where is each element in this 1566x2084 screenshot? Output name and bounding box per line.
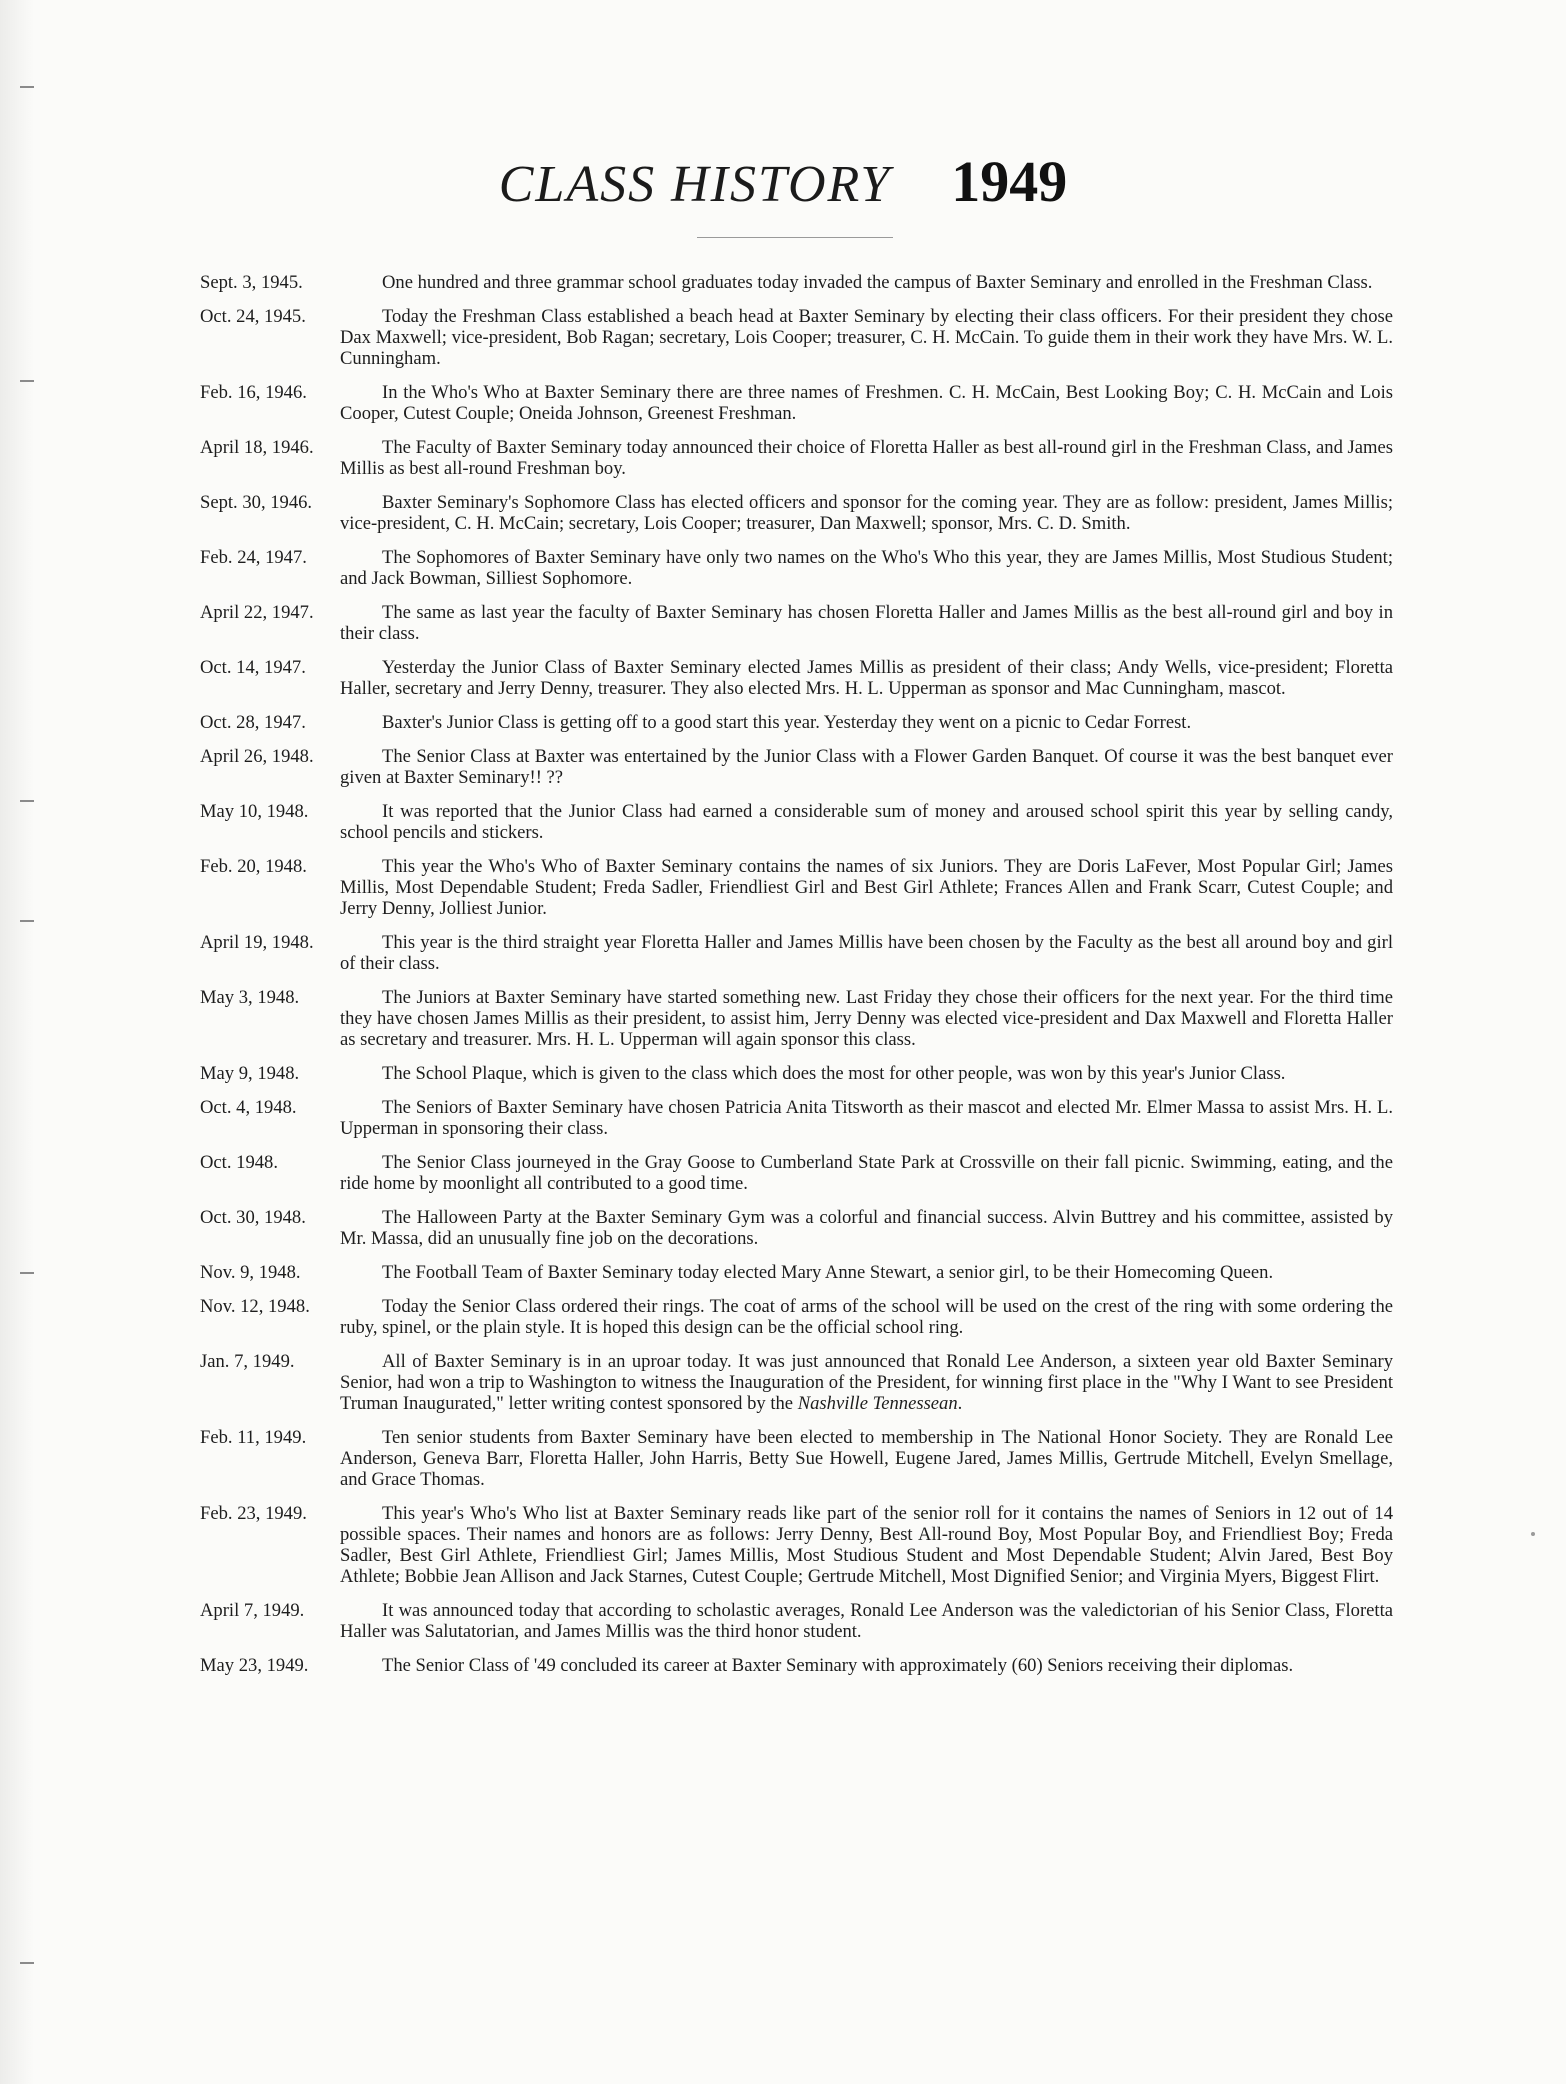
entry-text: The Halloween Party at the Baxter Seminary Gym was a colorful and financial success. Alvin Buttrey and his committee, assisted by Mr. Massa, did an unusually fine job on the decorations.	[340, 1207, 1393, 1249]
entry-date: April 19, 1948.	[200, 932, 314, 953]
entry-text: Yesterday the Junior Class of Baxter Seminary elected James Millis as president of their class; Andy Wells, vice-president; Floretta Haller, secretary and Jerry Denny, treasurer. They also elected Mrs. H. L. Upperman as sponsor and Mac Cunningham, mascot.	[340, 657, 1393, 699]
entry-text: The Seniors of Baxter Seminary have chosen Patricia Anita Titsworth as their mascot and elected Mr. Elmer Massa to assist Mrs. H. L. Upperman in sponsoring their class.	[340, 1097, 1393, 1139]
history-entry	[200, 1296, 1393, 1338]
entry-text: It was reported that the Junior Class had earned a considerable sum of money and aroused school spirit this year by selling candy, school pencils and stickers.	[340, 801, 1393, 843]
title-divider	[697, 237, 893, 238]
history-entry	[200, 272, 1393, 293]
newspaper-name: Nashville Tennessean	[797, 1393, 958, 1414]
entry-text-tail: .	[957, 1393, 963, 1414]
page-title: CLASS HISTORY	[498, 156, 892, 213]
history-entry	[200, 1351, 1393, 1414]
entry-text: All of Baxter Seminary is in an uproar today. It was just announced that Ronald Lee Anderson, a sixteen year old Baxter Seminary Senior, had won a trip to Washington to witness the Inauguration of the President, for winning first place in the "Why I Want to see President Truman Inaugurated," letter writing contest sponsored by the	[340, 1351, 1393, 1414]
binding-mark	[20, 920, 34, 922]
binding-mark	[20, 800, 34, 802]
entry-date: May 9, 1948.	[200, 1063, 300, 1084]
entry-text: Baxter's Junior Class is getting off to a good start this year. Yesterday they went on a picnic to Cedar Forrest.	[382, 712, 1192, 733]
entry-date: April 7, 1949.	[200, 1600, 305, 1621]
binding-mark	[20, 86, 34, 88]
history-entry	[200, 746, 1393, 788]
history-entry	[200, 547, 1393, 589]
entry-date: Oct. 30, 1948.	[200, 1207, 306, 1228]
history-entry	[200, 1063, 1393, 1084]
entry-date: Oct. 1948.	[200, 1152, 278, 1173]
entry-text: In the Who's Who at Baxter Seminary there are three names of Freshmen. C. H. McCain, Best Looking Boy; C. H. McCain and Lois Cooper, Cutest Couple; Oneida Johnson, Greenest Freshman.	[340, 382, 1393, 424]
entry-text: It was announced today that according to scholastic averages, Ronald Lee Anderson was the valedictorian of his Senior Class, Floretta Haller was Salutatorian, and James Millis was the third honor student.	[340, 1600, 1393, 1642]
entry-text: The Senior Class at Baxter was entertained by the Junior Class with a Flower Garden Banquet. Of course it was the best banquet ever given at Baxter Seminary!! ??	[340, 746, 1393, 788]
entry-date: Feb. 11, 1949.	[200, 1427, 307, 1448]
entry-date: Jan. 7, 1949.	[200, 1351, 295, 1372]
history-entry	[200, 602, 1393, 644]
entry-text: This year the Who's Who of Baxter Seminary contains the names of six Juniors. They are Doris LaFever, Most Popular Girl; James Millis, Most Dependable Student; Freda Sadler, Friendliest Girl and Best Girl Athlete; Frances Allen and Frank Scarr, Cutest Couple; and Jerry Denny, Jolliest Junior.	[340, 856, 1393, 919]
binding-mark	[20, 1962, 34, 1964]
entry-date: April 22, 1947.	[200, 602, 314, 623]
entry-text: Today the Freshman Class established a beach head at Baxter Seminary by electing their class officers. For their president they chose Dax Maxwell; vice-president, Bob Ragan; secretary, Lois Cooper; treasurer, C. H. McCain. To guide them in their work they have Mrs. W. L. Cunningham.	[340, 306, 1393, 369]
entry-date: Nov. 12, 1948.	[200, 1296, 310, 1317]
entry-text: The Football Team of Baxter Seminary today elected Mary Anne Stewart, a senior girl, to be their Homecoming Queen.	[382, 1262, 1274, 1283]
entry-date: Oct. 4, 1948.	[200, 1097, 297, 1118]
page-speck	[1531, 1532, 1535, 1536]
history-entry	[200, 932, 1393, 974]
entry-date: Oct. 24, 1945.	[200, 306, 306, 327]
entry-text: This year is the third straight year Floretta Haller and James Millis have been chosen by the Faculty as the best all around boy and girl of their class.	[340, 932, 1393, 974]
history-entry	[200, 1207, 1393, 1249]
history-entry	[200, 437, 1393, 479]
entry-text: The Sophomores of Baxter Seminary have only two names on the Who's Who this year, they are James Millis, Most Studious Student; and Jack Bowman, Silliest Sophomore.	[340, 547, 1393, 589]
entry-date: April 18, 1946.	[200, 437, 314, 458]
history-entry	[200, 1600, 1393, 1642]
entry-text: This year's Who's Who list at Baxter Seminary reads like part of the senior roll for it contains the names of Seniors in 12 out of 14 possible spaces. Their names and honors are as follows: Jerry Denny, Best All-round Boy, Most Popular Boy, and Friendliest Boy; Freda Sadler, Best Girl Athlete, Friendliest Girl; James Millis, Most Studious Student and Most Dependable Student; Alvin Jared, Best Boy Athlete; Bobbie Jean Allison and Jack Starnes, Cutest Couple; Gertrude Mitchell, Most Dignified Senior; and Virginia Myers, Biggest Flirt.	[340, 1503, 1393, 1587]
entry-date: Feb. 24, 1947.	[200, 547, 307, 568]
entry-date: Feb. 23, 1949.	[200, 1503, 307, 1524]
entry-date: Feb. 20, 1948.	[200, 856, 307, 877]
history-entry	[200, 1097, 1393, 1139]
history-entry	[200, 492, 1393, 534]
history-entry	[200, 987, 1393, 1050]
history-entry	[200, 1152, 1393, 1194]
entry-text: The Senior Class of '49 concluded its career at Baxter Seminary with approximately (60) Seniors receiving their diplomas.	[382, 1655, 1294, 1676]
history-entry	[200, 1503, 1393, 1587]
binding-mark	[20, 380, 34, 382]
history-entry	[200, 1262, 1393, 1283]
entry-date: Oct. 14, 1947.	[200, 657, 306, 678]
page-header	[0, 148, 1566, 215]
entry-text: Today the Senior Class ordered their rings. The coat of arms of the school will be used on the crest of the ring with some ordering the ruby, spinel, or the plain style. It is hoped this design can be the official school ring.	[340, 1296, 1393, 1338]
history-entry	[200, 712, 1393, 733]
entry-date: May 3, 1948.	[200, 987, 300, 1008]
binding-mark	[20, 1272, 34, 1274]
entry-text: The Faculty of Baxter Seminary today announced their choice of Floretta Haller as best all-round girl in the Freshman Class, and James Millis as best all-round Freshman boy.	[340, 437, 1393, 479]
entry-text: Baxter Seminary's Sophomore Class has elected officers and sponsor for the coming year. They are as follow: president, James Millis; vice-president, C. H. McCain; secretary, Lois Cooper; treasurer, Dan Maxwell; sponsor, Mrs. C. D. Smith.	[340, 492, 1393, 534]
history-entry	[200, 801, 1393, 843]
history-entry	[200, 382, 1393, 424]
entry-text: One hundred and three grammar school graduates today invaded the campus of Baxter Seminary and enrolled in the Freshman Class.	[382, 272, 1373, 293]
entry-text: Ten senior students from Baxter Seminary have been elected to membership in The National Honor Society. They are Ronald Lee Anderson, Geneva Barr, Floretta Haller, John Harris, Betty Sue Howell, Eugene Jared, James Millis, Gertrude Mitchell, Evelyn Smellage, and Grace Thomas.	[340, 1427, 1393, 1490]
page-binding-edge	[0, 0, 34, 2084]
history-entry	[200, 657, 1393, 699]
history-entry	[200, 856, 1393, 919]
entry-text: The same as last year the faculty of Baxter Seminary has chosen Floretta Haller and James Millis as the best all-round girl and boy in their class.	[340, 602, 1393, 644]
entry-date: May 23, 1949.	[200, 1655, 309, 1676]
entry-date: April 26, 1948.	[200, 746, 314, 767]
class-history-entries	[200, 272, 1393, 1689]
page-year: 1949	[951, 149, 1068, 214]
history-entry	[200, 306, 1393, 369]
entry-date: Oct. 28, 1947.	[200, 712, 306, 733]
history-entry	[200, 1427, 1393, 1490]
entry-date: Sept. 3, 1945.	[200, 272, 303, 293]
entry-date: May 10, 1948.	[200, 801, 309, 822]
history-entry	[200, 1655, 1393, 1676]
entry-date: Sept. 30, 1946.	[200, 492, 313, 513]
entry-text: The Senior Class journeyed in the Gray Goose to Cumberland State Park at Crossville on their fall picnic. Swimming, eating, and the ride home by moonlight all contributed to a good time.	[340, 1152, 1393, 1194]
entry-text: The Juniors at Baxter Seminary have started something new. Last Friday they chose their officers for the next year. For the third time they have chosen James Millis as their president, to assist him, Jerry Denny was elected vice-president and Dax Maxwell and Floretta Haller as secretary and treasurer. Mrs. H. L. Upperman will again sponsor this class.	[340, 987, 1393, 1050]
entry-date: Feb. 16, 1946.	[200, 382, 307, 403]
entry-text: The School Plaque, which is given to the class which does the most for other people, was won by this year's Junior Class.	[382, 1063, 1286, 1084]
entry-date: Nov. 9, 1948.	[200, 1262, 301, 1283]
